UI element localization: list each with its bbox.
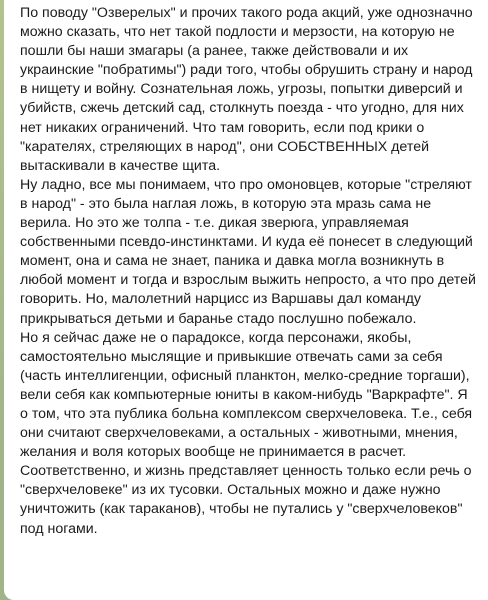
message-paragraph: Но я сейчас даже не о парадоксе, когда персонажи, якобы, самостоятельно мыслящие и привыкшие отвечать сами за себя (часть интеллигенции, офисный планктон, мелко-средние торгаши), вели себя как компьютерные юниты в каком-нибудь "Варкрафте". Я о том, что эта публика больна комплексом сверхчеловека. Т.е., себя они считают сверхчеловеками, а остальных - животными, мнения, желания и воля которых вообще не принимается в расчет. Соответственно, и жизнь представляет ценность только если речь о "сверхчеловеке" из их тусовки. Остальных можно и даже нужно уничтожить (как тараканов), чтобы не путались у "сверхчеловеков" под ногами.	[20, 329, 473, 537]
message-paragraph: Ну ладно, все мы понимаем, что про омоновцев, которые "стреляют в народ" - это была наглая ложь, в которую эта мразь сама не верила. Но это же толпа - т.е. дикая зверюга, управляемая собственными псевдо-инстинктами. И куда её понесет в следующий момент, она и сама не знает, паника и давка могла возникнуть в любой момент и тогда и взрослым выжить непросто, а что про детей говорить. Но, малолетний нарцисс из Варшавы дал команду прикрываться детьми и баранье стадо послушно побежало.	[20, 176, 476, 327]
message-text	[20, 4, 476, 539]
message-bubble[interactable]	[4, 0, 488, 600]
message-paragraph: По поводу "Озверелых" и прочих такого рода акций, уже однозначно можно сказать, что нет такой подлости и мерзости, на которую не пошли бы наши змагары (а ранее, также действовали и их украинские "побратимы") ради того, чтобы обрушить страну и народ в нищету и войну. Сознательная ложь, угрозы, попытки диверсий и убийств, сжечь детский сад, столкнуть поезда - что угодно, для них нет никаких ограничений. Что там говорить, если под крики о "карателях, стреляющих в народ", они СОБСТВЕННЫХ детей вытаскивали в качестве щита.	[20, 5, 473, 174]
